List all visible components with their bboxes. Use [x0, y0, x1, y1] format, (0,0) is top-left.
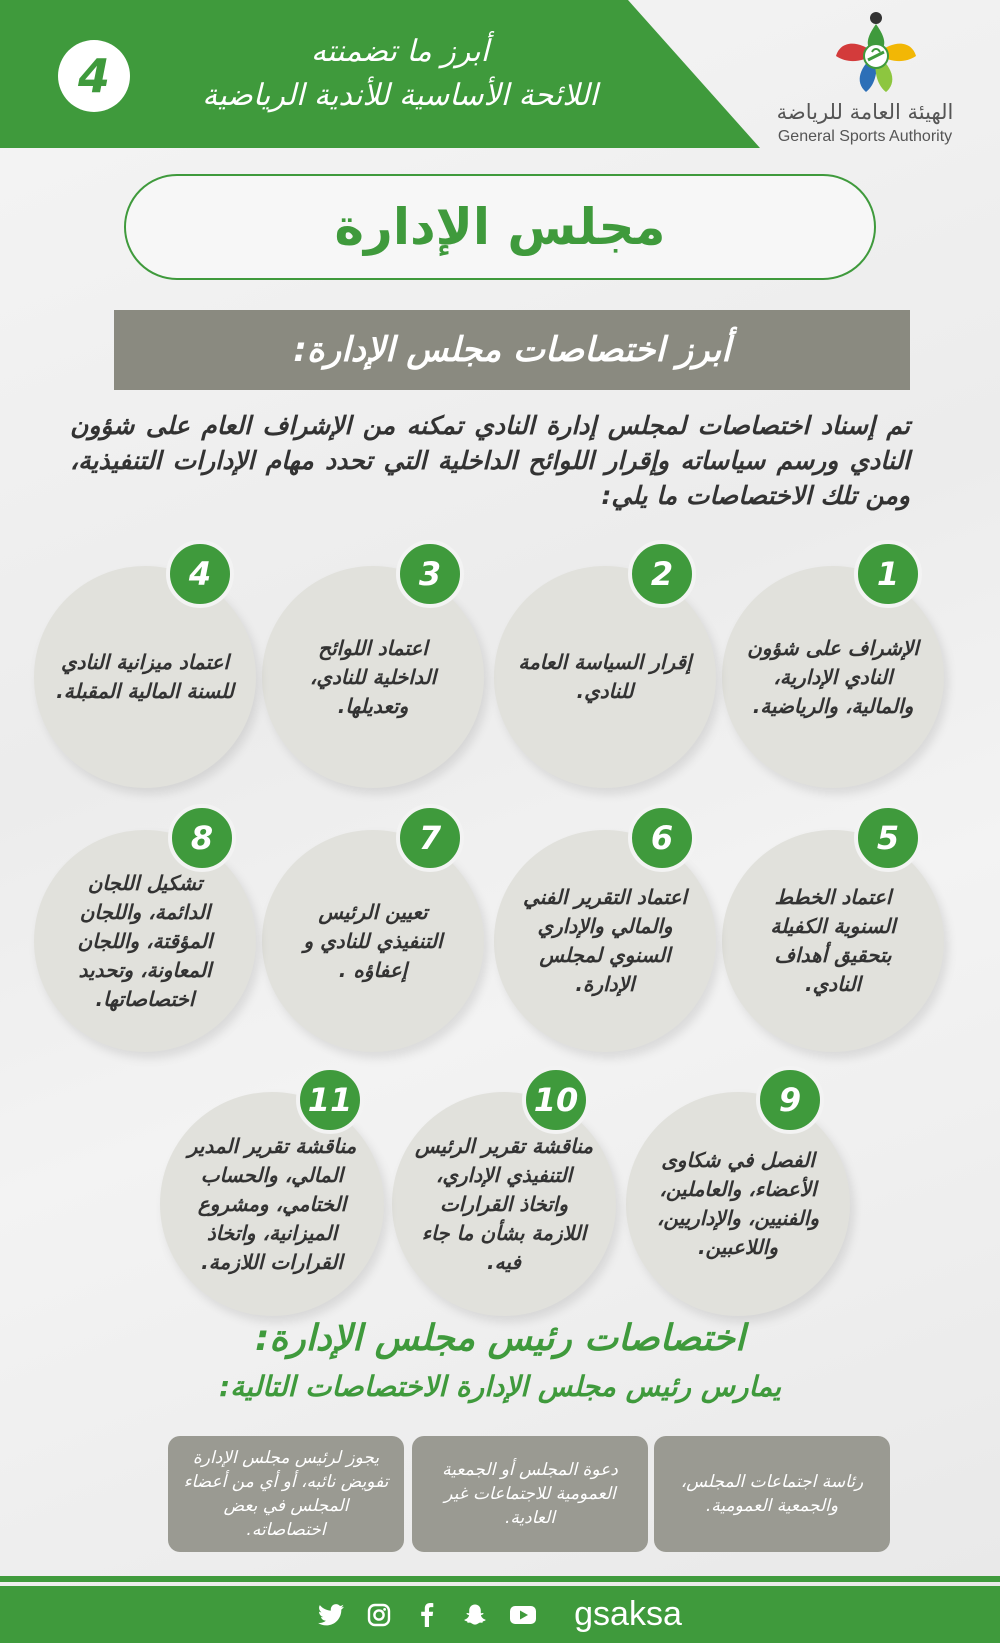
duty-number-7: 7: [396, 804, 464, 872]
footer-divider: [0, 1576, 1000, 1582]
duty-text: الفصل في شكاوى الأعضاء، والعاملين، والفنيين، والإداريين، واللاعبين.: [656, 1148, 820, 1259]
duty-circle-10: [392, 1092, 616, 1316]
duty-number-11: 11: [296, 1066, 364, 1134]
facebook-icon[interactable]: [414, 1602, 440, 1628]
duty-circle-9: [626, 1092, 850, 1316]
snapchat-icon[interactable]: [462, 1602, 488, 1628]
duty-number-5: 5: [854, 804, 922, 872]
chairman-title: اختصاصات رئيس مجلس الإدارة:: [254, 1318, 746, 1359]
intro-paragraph: تم إسناد اختصاصات لمجلس إدارة النادي تمكنه من الإشراف العام على شؤون النادي ورسم سياساته وإقرار اللوائح الداخلية التي تحدد مهام الإدارات التنفيذية، ومن تلك الاختصاصات ما يلي:: [70, 411, 910, 510]
duty-number-4: 4: [166, 540, 234, 608]
duty-text: اعتماد التقرير الفني والمالي والإداري السنوي لمجلس الإدارة.: [523, 885, 687, 996]
chairman-item-text: رئاسة اجتماعات المجلس، والجمعية العمومية.: [680, 1472, 864, 1516]
youtube-icon[interactable]: [510, 1602, 536, 1628]
twitter-icon[interactable]: [318, 1602, 344, 1628]
logo-name-en: General Sports Authority: [777, 128, 953, 145]
chairman-item-text: دعوة المجلس أو الجمعية العمومية للاجتماعات غير العادية.: [442, 1460, 618, 1528]
chairman-subtitle: يمارس رئيس مجلس الإدارة الاختصاصات التالية:: [218, 1370, 782, 1403]
duty-text: مناقشة تقرير الرئيس التنفيذي الإداري، واتخاذ القرارات اللازمة بشأن ما جاء فيه.: [415, 1133, 593, 1274]
duty-number-6: 6: [628, 804, 696, 872]
gsa-flower-logo-icon: [826, 8, 926, 100]
duty-number-3: 3: [396, 540, 464, 608]
instagram-icon[interactable]: [366, 1602, 392, 1628]
header-title-line2: اللائحة الأساسية للأندية الرياضية: [202, 78, 598, 113]
duty-number-8: 8: [168, 804, 236, 872]
duty-number-10: 10: [522, 1066, 590, 1134]
duty-number-9: 9: [756, 1066, 824, 1134]
duty-number-2: 2: [628, 540, 696, 608]
duty-text: اعتماد الخطط السنوية الكفيلة بتحقيق أهداف النادي.: [770, 885, 896, 996]
chairman-item-3: [168, 1436, 404, 1552]
duty-text: الإشراف على شؤون النادي الإدارية، والمالية، والرياضية.: [747, 635, 919, 718]
chairman-item-text: يجوز لرئيس مجلس الإدارة تفويض نائبه، أو أي من أعضاء المجلس في بعض اختصاصاته.: [183, 1448, 389, 1540]
header-title: [150, 30, 650, 118]
chairman-item-2: [412, 1436, 648, 1552]
footer: [0, 1586, 1000, 1643]
duty-text: اعتماد ميزانية النادي للسنة المالية المقبلة.: [56, 650, 234, 703]
header-title-line1: أبرز ما تضمنته: [311, 34, 489, 69]
logo-name-ar: الهيئة العامة للرياضة: [776, 100, 954, 124]
duty-text: تعيين الرئيس التنفيذي للنادي و إعفاؤه .: [303, 899, 443, 982]
duty-text: تشكيل اللجان الدائمة، واللجان المؤقتة، واللجان المعاونة، وتحديد اختصاصاتها.: [77, 870, 213, 1011]
duty-text: مناقشة تقرير المدير المالي، والحساب الختامي، ومشروع الميزانية، واتخاذ القرارات اللازمة.: [187, 1133, 357, 1274]
social-handle[interactable]: gsaksa: [574, 1595, 682, 1633]
subtitle-bar: أبرز اختصاصات مجلس الإدارة:: [114, 310, 910, 390]
duty-text: اعتماد اللوائح الداخلية للنادي، وتعديلها.: [309, 635, 437, 718]
duty-number-1: 1: [854, 540, 922, 608]
header-badge: 4: [58, 40, 130, 112]
section-title: مجلس الإدارة: [124, 174, 876, 280]
chairman-item-1: [654, 1436, 890, 1552]
duty-text: إقرار السياسة العامة للنادي.: [518, 650, 692, 703]
